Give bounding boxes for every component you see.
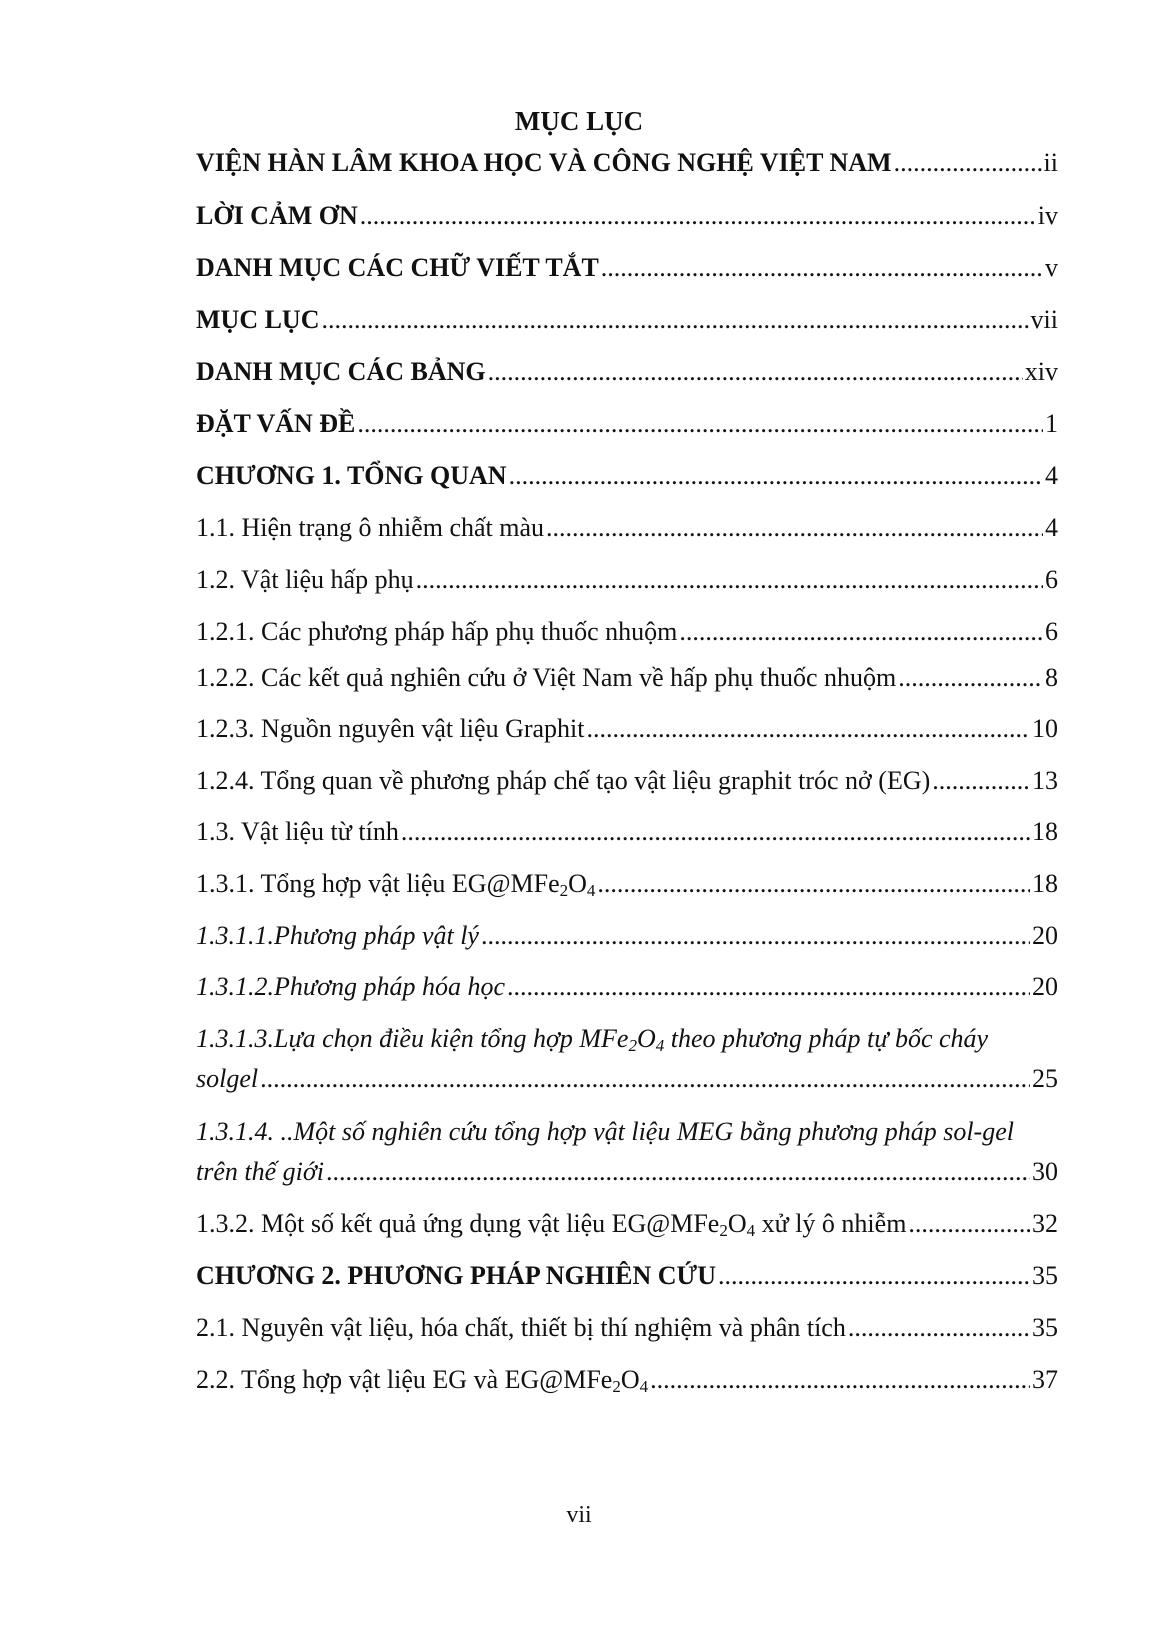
toc-entry-page: 35 <box>1032 1313 1058 1342</box>
dot-leader <box>679 615 1043 649</box>
toc-entry[interactable] <box>196 146 1058 180</box>
toc-entry-page: 4 <box>1045 461 1058 490</box>
toc-entry-text: CHƯƠNG 1. TỔNG QUAN <box>196 461 507 490</box>
toc-entry[interactable] <box>196 407 1058 441</box>
dot-leader <box>322 303 1029 337</box>
toc-entry-text: 1.2.3. Nguồn nguyên vật liệu Graphit <box>196 714 585 743</box>
dot-leader <box>718 1259 1030 1293</box>
toc-entry-text: trên thế giới <box>196 1157 324 1186</box>
toc-entry[interactable] <box>196 1259 1058 1293</box>
toc-entry-page: 4 <box>1045 513 1058 542</box>
toc-entry-page: 37 <box>1032 1365 1058 1394</box>
toc-entry[interactable] <box>196 661 1058 695</box>
dot-leader <box>650 1363 1030 1397</box>
toc-entry[interactable] <box>196 1062 1058 1096</box>
toc-entry-page: ii <box>1043 148 1058 177</box>
dot-leader <box>932 764 1030 798</box>
toc-entry-text: 1.3.1.1.Phương pháp vật lý <box>196 921 479 950</box>
toc-entry-text: 1.2.1. Các phương pháp hấp phụ thuốc nhuộm <box>196 617 678 646</box>
dot-leader <box>546 511 1043 545</box>
dot-leader <box>894 146 1042 180</box>
dot-leader <box>848 1311 1030 1345</box>
toc-entry-page: 13 <box>1032 766 1058 795</box>
dot-leader <box>357 407 1043 441</box>
dot-leader <box>587 712 1031 746</box>
toc-entry[interactable] <box>196 355 1058 389</box>
toc-entry-page: xiv <box>1024 357 1058 386</box>
dot-leader <box>326 1155 1030 1189</box>
toc-entry[interactable] <box>196 712 1058 746</box>
dot-leader <box>401 815 1030 849</box>
toc-entry-text: 2.1. Nguyên vật liệu, hóa chất, thiết bị thí nghiệm và phân tích <box>196 1313 846 1342</box>
page-title: MỤC LỤC <box>514 106 644 136</box>
toc-entry-text: 1.3.2. Một số kết quả ứng dụng vật liệu $EG@MFe_2O_4$ xử lý ô nhiễm <box>196 1209 907 1240</box>
toc-entry-page: 30 <box>1032 1157 1058 1186</box>
dot-leader <box>601 251 1043 285</box>
dot-leader <box>908 1207 1030 1241</box>
toc-entry-text: 1.1. Hiện trạng ô nhiễm chất màu <box>196 513 545 542</box>
toc-entry-page: 6 <box>1045 617 1058 646</box>
toc-entry-text: 1.2.4. Tổng quan về phương pháp chế tạo vật liệu graphit tróc nở (EG) <box>196 766 931 795</box>
toc-entry-text: 1.2. Vật liệu hấp phụ <box>196 565 414 594</box>
toc-entry-text: ĐẶT VẤN ĐỀ <box>196 409 356 438</box>
dot-leader <box>481 919 1030 953</box>
toc-entry-text: DANH MỤC CÁC CHỮ VIẾT TẮT <box>196 253 599 282</box>
toc-entry-page: iv <box>1037 201 1058 230</box>
dot-leader <box>416 563 1043 597</box>
toc-entry-text: CHƯƠNG 2. PHƯƠNG PHÁP NGHIÊN CỨU <box>196 1261 716 1290</box>
toc-entry[interactable] <box>196 459 1058 493</box>
toc-entry[interactable] <box>196 1363 1058 1397</box>
toc-entry[interactable] <box>196 764 1058 798</box>
toc-entry[interactable] <box>196 919 1058 953</box>
toc-entry-page: 32 <box>1032 1209 1058 1238</box>
dot-leader <box>260 1062 1030 1096</box>
toc-entry[interactable] <box>196 615 1058 649</box>
toc-entry[interactable] <box>196 199 1058 233</box>
dot-leader <box>360 199 1036 233</box>
toc-entry-page: 1 <box>1045 409 1058 438</box>
toc-entry-text: MỤC LỤC <box>196 305 320 334</box>
toc-entry[interactable] <box>196 815 1058 849</box>
page-number: vii <box>566 1502 592 1528</box>
toc-entry-page: 10 <box>1032 714 1058 743</box>
toc-entry-text: VIỆN HÀN LÂM KHOA HỌC VÀ CÔNG NGHỆ VIỆT NAM <box>196 148 892 177</box>
dot-leader <box>488 355 1023 389</box>
toc-entry-text: 2.2. Tổng hợp vật liệu EG và $EG@MFe_2O_4$ <box>196 1365 649 1396</box>
toc-entry-page: 20 <box>1032 972 1058 1001</box>
toc-entry-page: v <box>1045 253 1058 282</box>
toc-entry-page: 25 <box>1032 1064 1058 1093</box>
toc-entry[interactable] <box>196 1155 1058 1189</box>
toc-entry[interactable] <box>196 1207 1058 1241</box>
toc-entry-line[interactable]: 1.3.1.3.Lựa chọn điều kiện tổng hợp $MFe_2O_4$ theo phương pháp tự bốc cháy <box>196 1024 989 1055</box>
toc-entry-text: 1.3. Vật liệu từ tính <box>196 817 399 846</box>
toc-entry-page: 18 <box>1032 817 1058 846</box>
toc-entry[interactable] <box>196 1311 1058 1345</box>
toc-entry-page: 6 <box>1045 565 1058 594</box>
toc-entry[interactable] <box>196 867 1058 901</box>
toc-entry-text: 1.3.1. Tổng hợp vật liệu $EG@MFe_2O_4$ <box>196 869 596 900</box>
toc-entry-text: DANH MỤC CÁC BẢNG <box>196 357 486 386</box>
dot-leader <box>898 661 1043 695</box>
toc-entry-text: 1.2.2. Các kết quả nghiên cứu ở Việt Nam về hấp phụ thuốc nhuộm <box>196 663 897 692</box>
toc-entry-page: 18 <box>1032 869 1058 898</box>
toc-entry[interactable] <box>196 563 1058 597</box>
dot-leader <box>597 867 1030 901</box>
toc-entry-page: 8 <box>1045 663 1058 692</box>
toc-entry-text: LỜI CẢM ƠN <box>196 201 358 230</box>
toc-entry-line[interactable]: 1.3.1.4. ..Một số nghiên cứu tổng hợp vật liệu MEG bằng phương pháp sol-gel <box>196 1117 1014 1146</box>
toc-entry[interactable] <box>196 251 1058 285</box>
toc-entry-text: solgel <box>196 1064 259 1093</box>
toc-entry-page: 20 <box>1032 921 1058 950</box>
toc-entry[interactable] <box>196 511 1058 545</box>
toc-entry-page: vii <box>1030 305 1058 334</box>
toc-entry-text: 1.3.1.2.Phương pháp hóa học <box>196 972 505 1001</box>
toc-entry[interactable] <box>196 303 1058 337</box>
toc-entry[interactable] <box>196 970 1058 1004</box>
dot-leader <box>507 970 1030 1004</box>
dot-leader <box>509 459 1043 493</box>
toc-entry-page: 35 <box>1032 1261 1058 1290</box>
